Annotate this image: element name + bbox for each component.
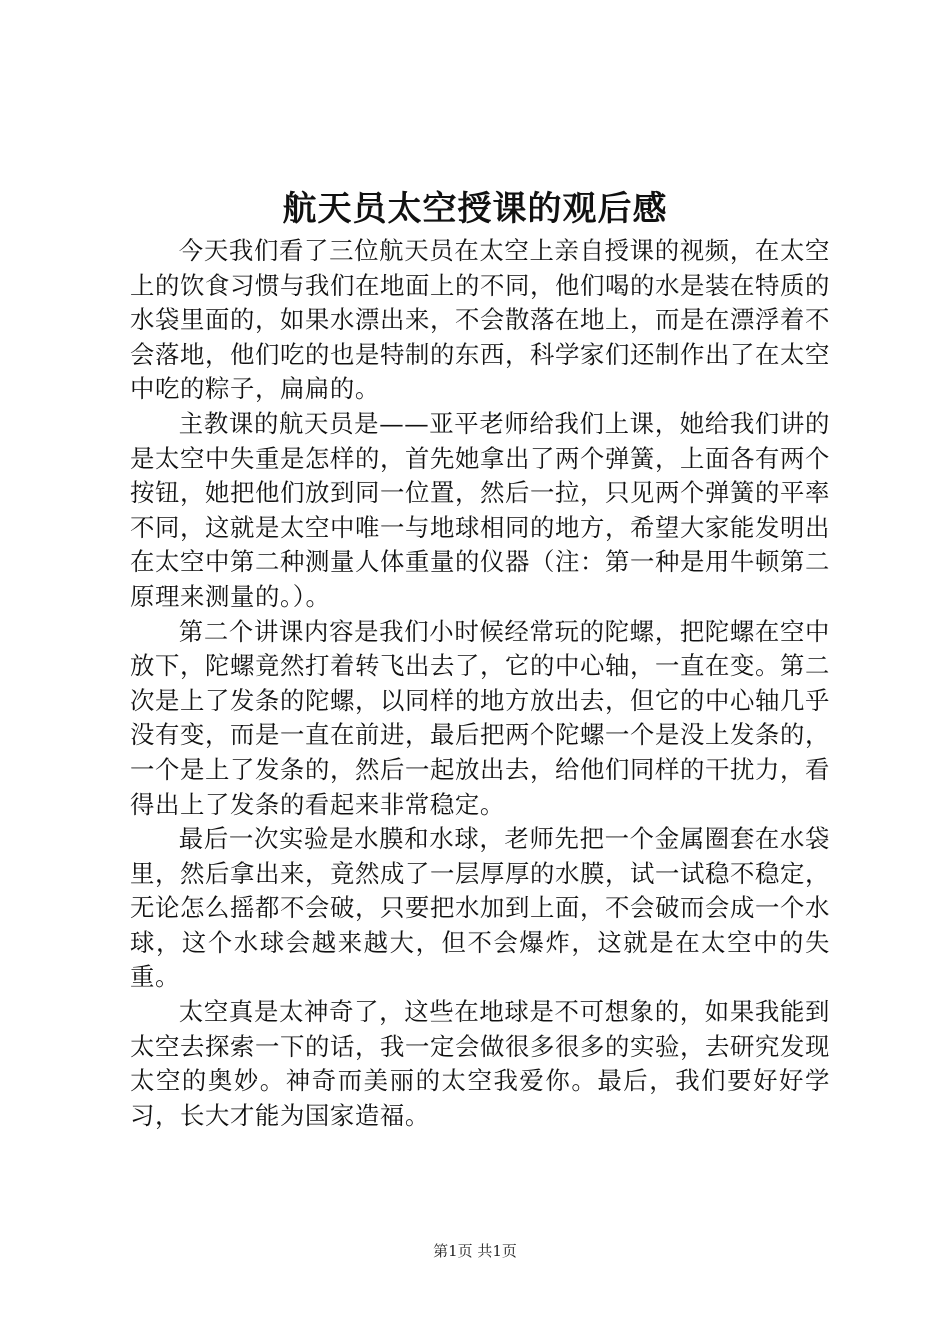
- paragraph-5: 太空真是太神奇了，这些在地球是不可想象的，如果我能到太空去探索一下的话，我一定会做很多很多的实验，去研究发现太空的奥妙。神奇而美丽的太空我爱你。最后，我们要好好学习，长大才能为国家造福。: [130, 997, 830, 1130]
- page-number-footer: 第1页 共1页: [433, 1242, 517, 1260]
- paragraph-4: 最后一次实验是水膜和水球，老师先把一个金属圈套在水袋里，然后拿出来，竟然成了一层厚厚的水膜，试一试稳不稳定，无论怎么摇都不会破，只要把水加到上面，不会破而会成一个水球，这个水球会越来越大，但不会爆炸，这就是在太空中的失重。: [130, 824, 830, 992]
- document-body: [130, 234, 830, 1133]
- paragraph-2: 主教课的航天员是——亚平老师给我们上课，她给我们讲的是太空中失重是怎样的，首先她拿出了两个弹簧，上面各有两个按钮，她把他们放到同一位置，然后一拉，只见两个弹簧的平率不同，这就是太空中唯一与地球相同的地方，希望大家能发明出在太空中第二种测量人体重量的仪器（注：第一种是用牛顿第二原理来测量的。）。: [130, 408, 830, 611]
- paragraph-3: 第二个讲课内容是我们小时候经常玩的陀螺，把陀螺在空中放下，陀螺竟然打着转飞出去了，它的中心轴，一直在变。第二次是上了发条的陀螺，以同样的地方放出去，但它的中心轴几乎没有变，而是一直在前进，最后把两个陀螺一个是没上发条的，一个是上了发条的，然后一起放出去，给他们同样的干扰力，看得出上了发条的看起来非常稳定。: [130, 616, 830, 819]
- paragraph-1: 今天我们看了三位航天员在太空上亲自授课的视频，在太空上的饮食习惯与我们在地面上的不同，他们喝的水是装在特质的水袋里面的，如果水漂出来，不会散落在地上，而是在漂浮着不会落地，他们吃的也是特制的东西，科学家们还制作出了在太空中吃的粽子，扁扁的。: [130, 236, 830, 404]
- page-title: 航天员太空授课的观后感: [282, 189, 668, 229]
